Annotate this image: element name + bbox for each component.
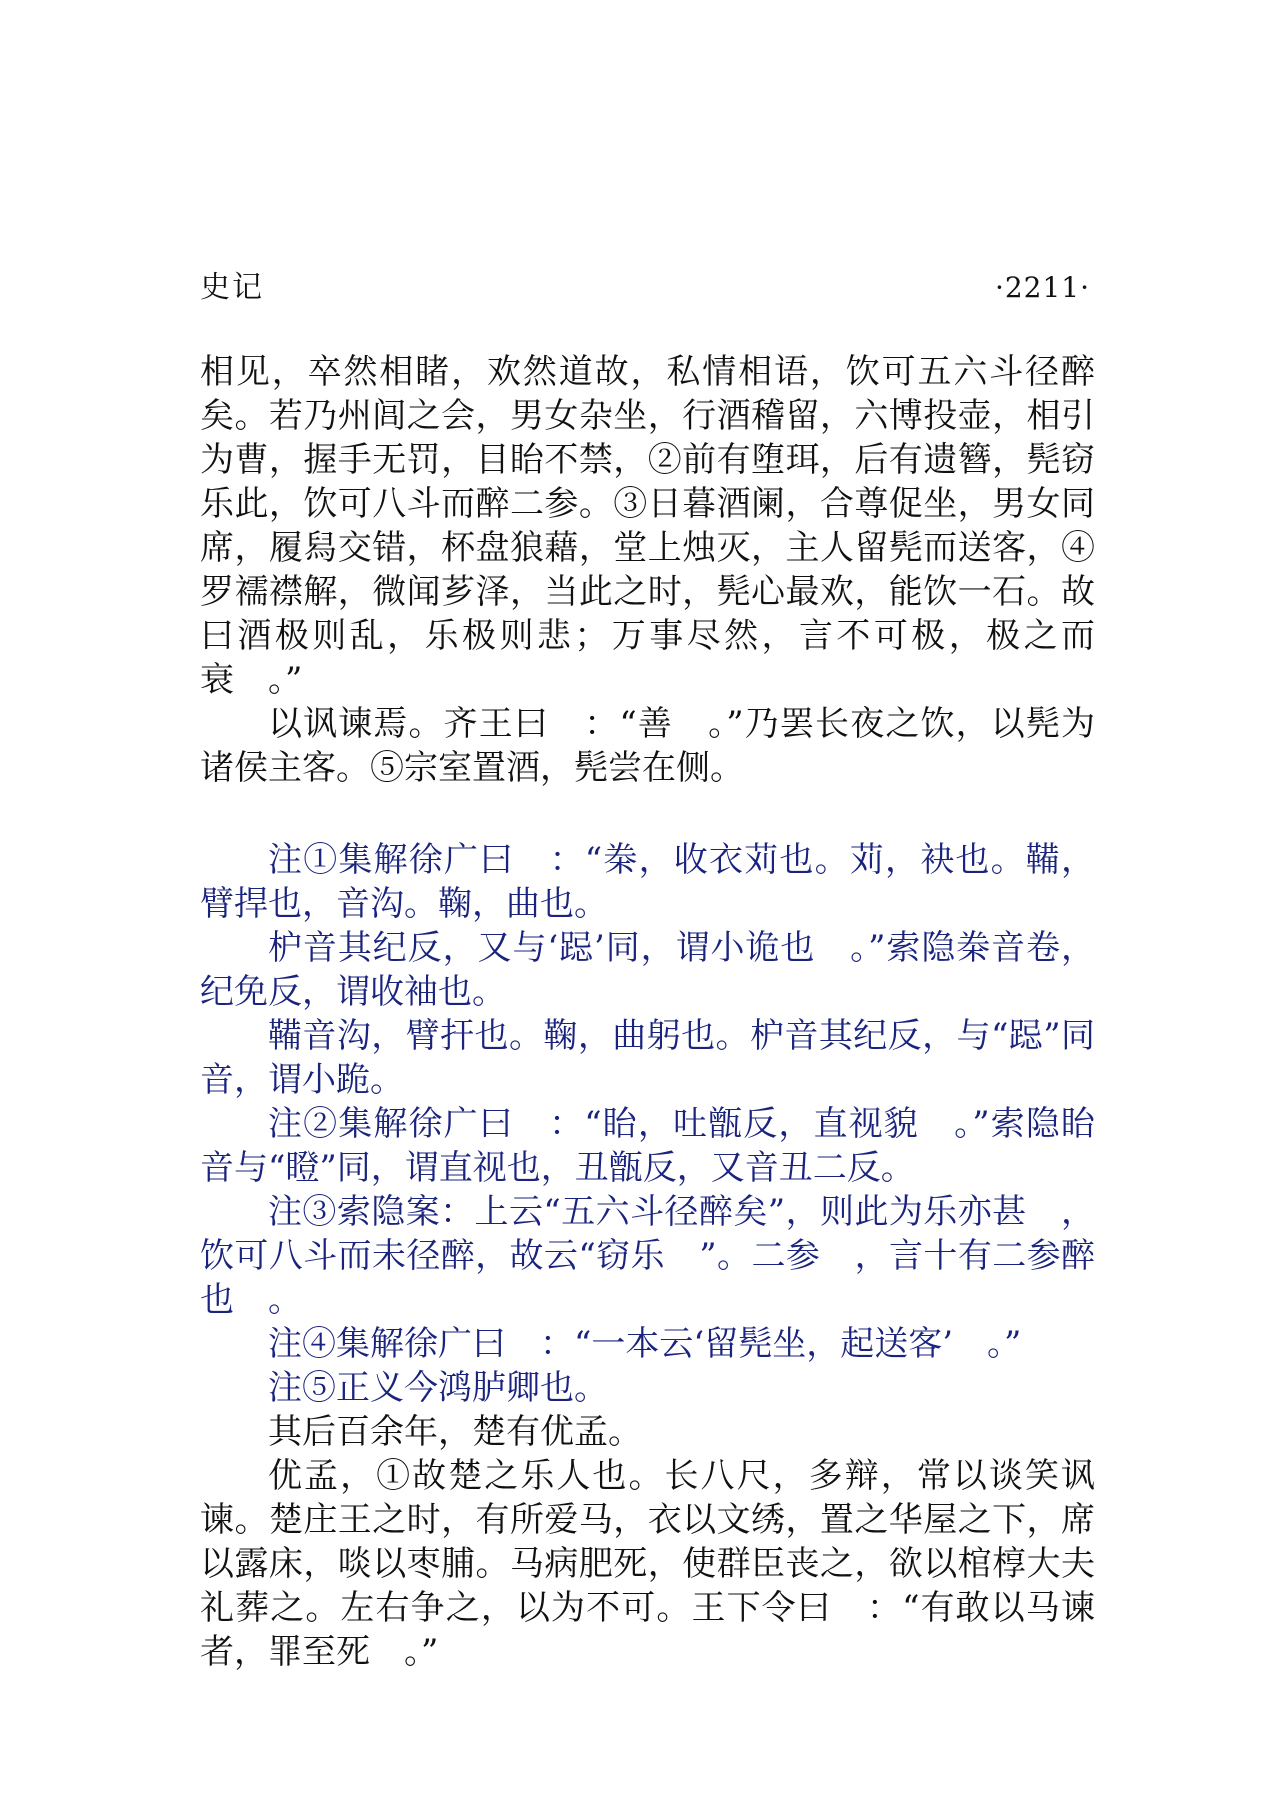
- note-1: 注①集解徐广曰 ：“桊，收衣苅也。苅，袂也。鞴，臂捍也，音沟。鞠，曲也。: [200, 840, 1095, 924]
- note-4: 注④集解徐广曰 ：“一本云‘留髡坐，起送客’ 。”: [268, 1324, 1022, 1364]
- note-2: 注②集解徐广曰 ：“眙，吐甑反，直视貌 。”索隐眙音与“瞪”同，谓直视也，丑甑反，又音丑二反。: [200, 1104, 1095, 1188]
- main-paragraph-2: 以讽谏焉。齐王曰 ：“善 。”乃罢长夜之饮，以髡为诸侯主客。⑤宗室置酒，髡尝在侧。: [200, 704, 1095, 788]
- closing-paragraph-2: 优孟，①故楚之乐人也。长八尺，多辩，常以谈笑讽谏。楚庄王之时，有所爱马，衣以文绣，置之华屋之下，席以露床，啖以枣脯。马病肥死，使群臣丧之，欲以棺椁大夫礼葬之。左右争之，以为不可。王下令曰 ：“有敢以马谏者，罪至死 。”: [200, 1456, 1095, 1672]
- main-paragraph-1: 相见，卒然相睹，欢然道故，私情相语，饮可五六斗径醉矣。若乃州闾之会，男女杂坐，行酒稽留，六博投壶，相引为曹，握手无罚，目眙不禁，②前有堕珥，后有遗簪，髡窃乐此，饮可八斗而醉二参。③日暮酒阑，合尊促坐，男女同席，履舄交错，杯盘狼藉，堂上烛灭，主人留髡而送客，④罗襦襟解，微闻芗泽，当此之时，髡心最欢，能饮一石。故曰酒极则乱，乐极则悲；万事尽然，言不可极，极之而衰 。”: [200, 352, 1095, 700]
- note-1-continued-b: 鞴音沟，臂扞也。鞠，曲躬也。枦音其纪反，与“跽”同音，谓小跪。: [200, 1016, 1095, 1100]
- book-title: 史记: [200, 270, 264, 305]
- closing-paragraph-1: 其后百余年，楚有优孟。: [268, 1412, 642, 1452]
- section-gap: [200, 790, 1095, 838]
- page-header: [200, 268, 1090, 308]
- note-5: 注⑤正义今鸿胪卿也。: [268, 1368, 608, 1408]
- note-3: 注③索隐案：上云“五六斗径醉矣”，则此为乐亦甚 ，饮可八斗而未径醉，故云“窃乐 ”。二参 ，言十有二参醉也 。: [200, 1192, 1095, 1320]
- page-body: [200, 350, 1095, 1674]
- note-1-continued-a: 枦音其纪反，又与‘跽’同，谓小诡也 。”索隐桊音卷，纪免反，谓收袖也。: [200, 928, 1095, 1012]
- page-number: ·2211·: [994, 271, 1090, 304]
